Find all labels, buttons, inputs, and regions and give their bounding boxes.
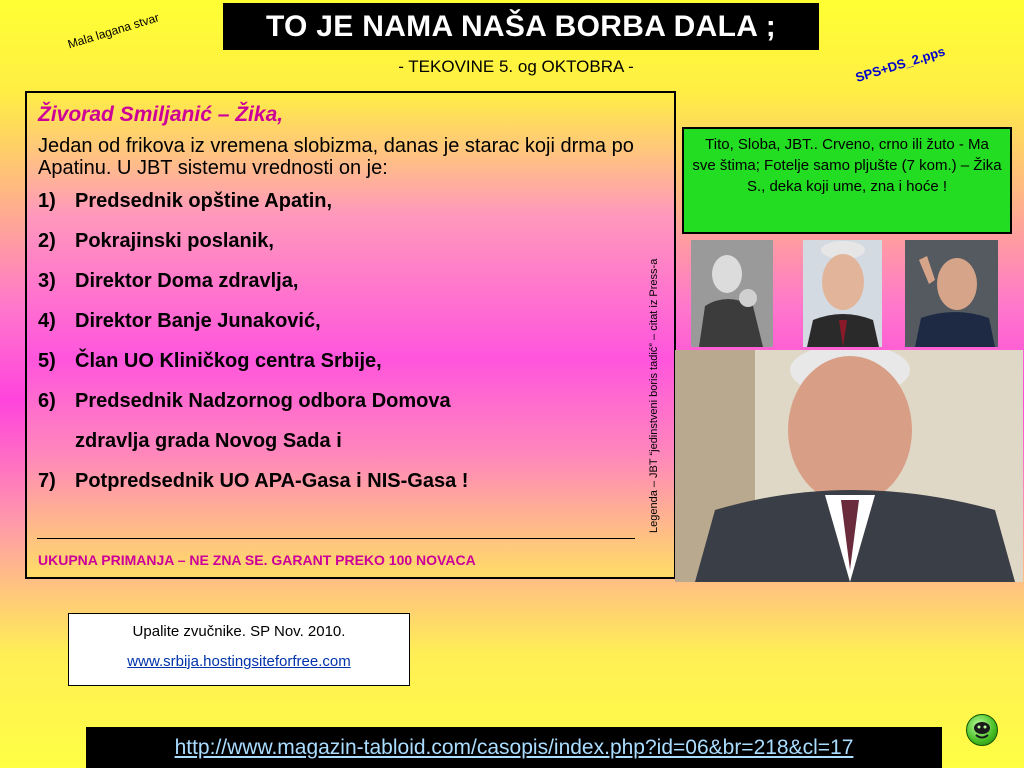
person-name: Živorad Smiljanić – Žika, [38,103,284,126]
list-item [38,389,662,429]
divider [37,538,635,539]
list-item [38,349,662,389]
list-text: Predsednik Nadzornog odbora Domova [75,390,451,412]
list-number: 2) [38,230,56,252]
info-box [68,613,410,686]
list-text: Direktor Doma zdravlja, [75,270,299,292]
page-title: TO JE NAMA NAŠA BORBA DALA ; [223,3,819,50]
main-portrait-photo [675,350,1023,582]
list-item [38,269,662,309]
legend-vertical-text: Legenda – JBT “jedinstveni boris tadić” – citat iz Press-a [648,258,660,533]
list-text: Direktor Banje Junaković, [75,310,321,332]
list-item [38,469,662,509]
list-text: Član UO Kliničkog centra Srbije, [75,350,382,372]
main-content-box [25,91,676,579]
list-number: 1) [38,190,56,212]
smiley-icon [967,715,997,745]
comment-box: Tito, Sloba, JBT.. Crveno, crno ili žuto - Ma sve štima; Fotelje samo pljušte (7 kom.) – Žika S., deka koji ume, zna i hoće ! [682,127,1012,234]
subtitle: - TEKOVINE 5. og OKTOBRA - [398,57,634,76]
list-item [38,189,662,229]
portrait-photo-1 [691,240,773,347]
list-item [38,309,662,349]
action-button[interactable] [966,714,998,746]
list-number: 4) [38,310,56,332]
list-number: 3) [38,270,56,292]
article-link[interactable]: http://www.magazin-tabloid.com/casopis/index.php?id=06&br=218&cl=17 [86,727,942,768]
portrait-photo-2 [803,240,882,347]
list-item-continuation [38,429,662,469]
list-text: zdravlja grada Novog Sada i [75,430,342,452]
list-text: Potpredsednik UO APA-Gasa i NIS-Gasa ! [75,470,469,492]
list-number: 6) [38,390,56,412]
website-link[interactable]: www.srbija.hostingsiteforfree.com [127,653,351,670]
tag-left: Mala lagana stvar [66,10,161,52]
list-item [38,229,662,269]
positions-list [38,189,662,509]
portrait-photo-3 [905,240,998,347]
info-text: Upalite zvučnike. SP Nov. 2010. [132,623,346,640]
tag-right: SPS+DS_2.pps [853,43,947,85]
list-text: Predsednik opštine Apatin, [75,190,333,212]
list-text: Pokrajinski poslanik, [75,230,274,252]
total-income-text: UKUPNA PRIMANJA – NE ZNA SE. GARANT PREKO 100 NOVACA [38,552,476,568]
list-number: 7) [38,470,56,492]
list-number: 5) [38,350,56,372]
intro-text: Jedan od frikova iz vremena slobizma, danas je starac koji drma po Apatinu. U JBT sistemu vrednosti on je: [38,135,634,179]
